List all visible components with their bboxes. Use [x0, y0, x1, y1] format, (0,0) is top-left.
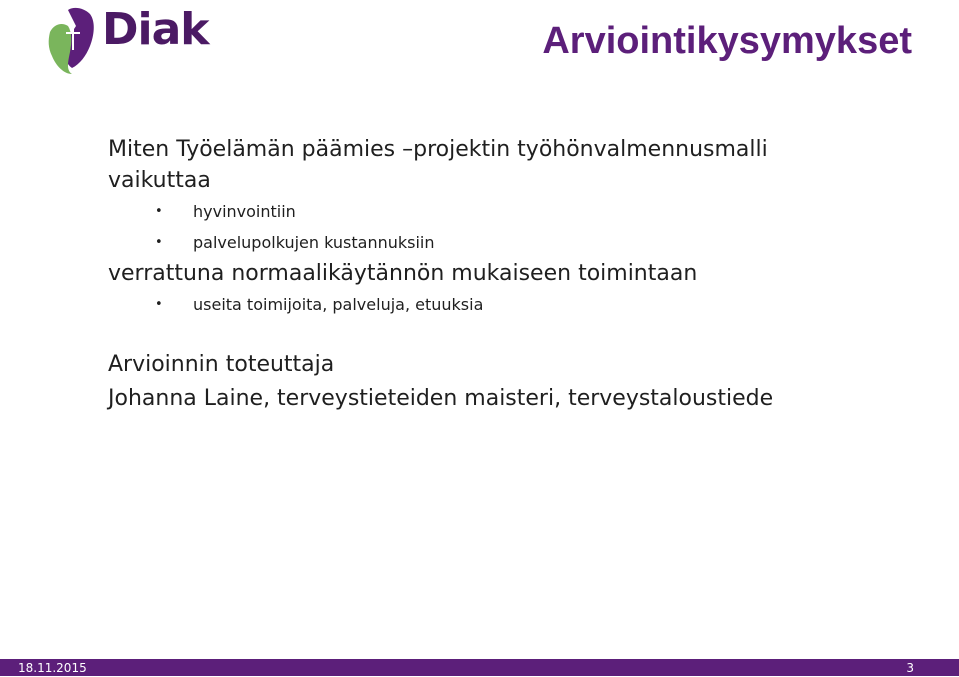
footer-date: 18.11.2015 [18, 661, 87, 675]
spacer [108, 320, 928, 348]
evaluator-label: Arvioinnin toteuttaja [108, 352, 335, 377]
question-heading-line-1: Miten Työelämän päämies –projektin työhönvalmennusmalli [108, 137, 768, 162]
diak-emblem-icon [46, 2, 100, 76]
diak-logo [46, 2, 216, 78]
slide-title: Arviointikysymykset [542, 20, 912, 62]
question-heading-line-2: vaikuttaa [108, 168, 211, 193]
slide-footer [0, 659, 959, 676]
comparison-heading: verrattuna normaalikäytännön mukaiseen toimintaan [108, 261, 698, 286]
impact-bullet-list [108, 196, 928, 258]
bullet-item: • useita toimijoita, palveluja, etuuksia [108, 289, 928, 320]
page-number: 3 [906, 661, 914, 675]
evaluator-name: Johanna Laine, terveystieteiden maisteri, terveystaloustiede [108, 386, 774, 411]
bullet-item: • palvelupolkujen kustannuksiin [108, 227, 928, 258]
slide-content [108, 134, 928, 416]
diak-logo-text: Diak [102, 4, 209, 55]
bullet-item: • hyvinvointiin [108, 196, 928, 227]
comparison-bullet-list [108, 289, 928, 320]
